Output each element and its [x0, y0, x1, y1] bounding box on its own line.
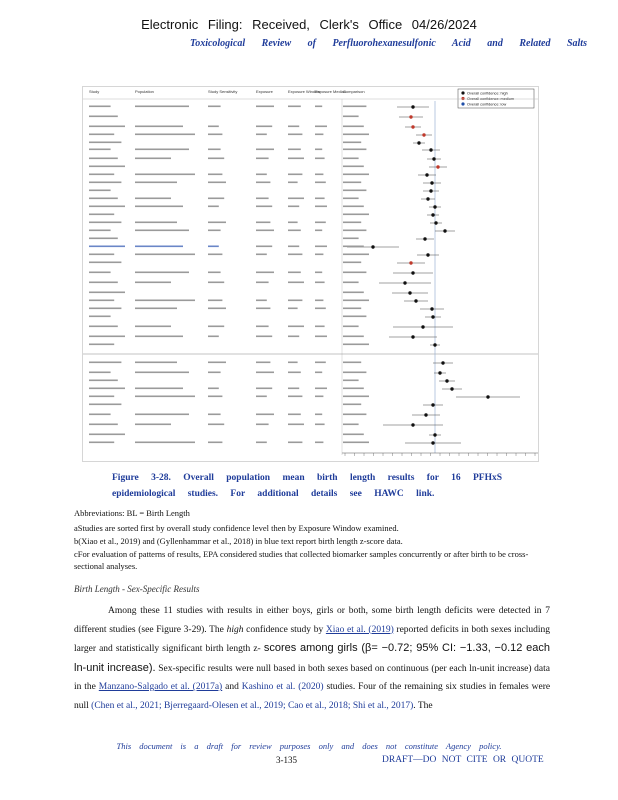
point-estimate: [411, 125, 414, 128]
table-cell-placeholder: [288, 282, 304, 284]
point-estimate: [430, 307, 433, 310]
forest-plot-svg: [83, 87, 538, 461]
table-cell-placeholder: [343, 434, 364, 436]
table-cell-placeholder: [343, 166, 364, 168]
point-estimate: [426, 253, 429, 256]
table-cell-placeholder: [288, 206, 299, 208]
table-cell-placeholder: [89, 380, 118, 382]
table-cell-placeholder: [288, 372, 301, 374]
table-cell-placeholder: [208, 126, 219, 128]
table-cell-placeholder: [343, 222, 361, 224]
table-cell-placeholder: [315, 230, 322, 232]
table-cell-placeholder: [256, 300, 267, 302]
table-cell-placeholder: [288, 442, 302, 444]
point-estimate: [417, 141, 420, 144]
body-text-high: high: [226, 624, 244, 635]
table-cell-placeholder: [256, 246, 272, 248]
legend-marker-low: [461, 102, 464, 105]
table-cell-placeholder: [208, 326, 224, 328]
table-cell-placeholder: [315, 198, 325, 200]
table-cell-placeholder: [315, 396, 323, 398]
table-cell-placeholder: [288, 362, 298, 364]
table-cell-placeholder: [343, 158, 359, 160]
table-cell-placeholder: [315, 174, 323, 176]
point-estimate: [409, 115, 412, 118]
body-text-3: confidence study by: [246, 624, 324, 635]
table-cell-placeholder: [343, 372, 366, 374]
col-header-exposure: Exposure: [256, 89, 273, 94]
table-cell-placeholder: [89, 336, 125, 338]
draft-disclaimer: This document is a draft for review purposes only and does not constitute Agency policy.: [116, 741, 502, 751]
table-cell-placeholder: [208, 362, 226, 364]
point-estimate: [421, 325, 424, 328]
table-cell-placeholder: [89, 198, 118, 200]
point-estimate: [403, 281, 406, 284]
electronic-filing-header: Electronic Filing: Received, Clerk's Office 04/26/2024: [141, 17, 477, 32]
point-estimate: [371, 245, 374, 248]
point-estimate: [411, 105, 414, 108]
table-cell-placeholder: [135, 230, 189, 232]
table-cell-placeholder: [135, 388, 183, 390]
table-cell-placeholder: [256, 282, 269, 284]
table-cell-placeholder: [208, 254, 222, 256]
footnote-a: aStudies are sorted first by overall study confidence level then by Exposure Window examined.: [74, 523, 399, 533]
table-cell-placeholder: [343, 362, 361, 364]
table-cell-placeholder: [343, 414, 366, 416]
point-estimate: [430, 181, 433, 184]
point-estimate: [429, 189, 432, 192]
table-cell-placeholder: [208, 396, 222, 398]
table-cell-placeholder: [343, 206, 364, 208]
table-cell-placeholder: [208, 182, 226, 184]
table-cell-placeholder: [256, 158, 269, 160]
table-cell-placeholder: [288, 158, 304, 160]
legend-marker-medium: [461, 97, 464, 100]
body-text-6: Sex-specific results were null based in both sexes based on continuous (per each ln-unit increase) data in the: [74, 663, 550, 692]
table-cell-placeholder: [288, 272, 301, 274]
table-cell-placeholder: [315, 206, 327, 208]
point-estimate: [414, 299, 417, 302]
table-cell-placeholder: [343, 174, 369, 176]
table-cell-placeholder: [208, 424, 224, 426]
point-estimate: [431, 403, 434, 406]
table-cell-placeholder: [315, 362, 326, 364]
point-estimate: [423, 237, 426, 240]
table-cell-placeholder: [135, 396, 195, 398]
table-cell-placeholder: [135, 326, 171, 328]
point-estimate: [441, 361, 444, 364]
table-cell-placeholder: [343, 214, 369, 216]
legend-label-high: Overall confidence: high: [467, 91, 508, 96]
body-text-1: Among these 11 studies with results in either boys, girls or both, some birth length deficits were detected in 7 different studies: [74, 606, 550, 635]
point-estimate: [426, 197, 429, 200]
table-cell-placeholder: [288, 106, 301, 108]
table-cell-placeholder: [343, 336, 364, 338]
table-cell-placeholder: [288, 336, 299, 338]
table-cell-placeholder: [89, 106, 111, 108]
table-cell-placeholder: [208, 372, 221, 374]
table-cell-placeholder: [208, 388, 219, 390]
footnote-c: cFor evaluation of patterns of results, EPA considered studies that collected biomarker samples concurrently or after birth to be cross-sectional analyses.: [74, 549, 529, 571]
table-cell-placeholder: [89, 308, 121, 310]
table-cell-placeholder: [288, 308, 298, 310]
point-estimate: [411, 335, 414, 338]
table-cell-placeholder: [208, 282, 224, 284]
table-cell-placeholder: [208, 198, 224, 200]
table-cell-placeholder: [315, 424, 325, 426]
table-cell-placeholder: [89, 442, 114, 444]
table-cell-placeholder: [208, 246, 219, 248]
table-cell-placeholder: [343, 254, 369, 256]
table-cell-placeholder: [315, 246, 327, 248]
table-cell-placeholder: [315, 149, 322, 151]
table-cell-placeholder: [135, 149, 189, 151]
table-cell-placeholder: [89, 166, 125, 168]
point-estimate: [429, 148, 432, 151]
point-estimate: [433, 433, 436, 436]
table-cell-placeholder: [343, 344, 369, 346]
table-cell-placeholder: [256, 396, 267, 398]
running-title: Toxicological Review of Perfluorohexanesulfonic Acid and Related Salts: [190, 38, 587, 49]
table-cell-placeholder: [135, 442, 195, 444]
table-cell-placeholder: [208, 414, 221, 416]
table-cell-placeholder: [89, 149, 111, 151]
table-cell-placeholder: [343, 388, 364, 390]
body-text-5: scores among girls (β= −0.72; 95% CI: −1.33, −0.12 each ln-unit increase).: [74, 642, 551, 674]
body-text-9: . The: [413, 700, 433, 711]
table-cell-placeholder: [135, 372, 189, 374]
table-cell-placeholder: [208, 206, 219, 208]
table-cell-placeholder: [315, 388, 327, 390]
point-estimate: [425, 173, 428, 176]
table-cell-placeholder: [256, 272, 274, 274]
point-estimate: [431, 441, 434, 444]
point-estimate: [445, 379, 448, 382]
table-cell-placeholder: [343, 380, 359, 382]
table-cell-placeholder: [288, 414, 301, 416]
table-cell-placeholder: [343, 230, 366, 232]
table-cell-placeholder: [288, 424, 304, 426]
col-header-population: Population: [135, 89, 154, 94]
draft-notice: DRAFT—DO NOT CITE OR QUOTE: [382, 755, 544, 765]
table-cell-placeholder: [89, 142, 121, 144]
table-cell-placeholder: [256, 308, 270, 310]
table-cell-placeholder: [288, 222, 298, 224]
table-cell-placeholder: [89, 158, 118, 160]
table-cell-placeholder: [315, 282, 325, 284]
table-cell-placeholder: [343, 292, 364, 294]
ref-link-kashino[interactable]: Kashino et al. (2020): [241, 682, 324, 692]
table-cell-placeholder: [135, 282, 171, 284]
point-estimate: [433, 343, 436, 346]
table-cell-placeholder: [343, 316, 366, 318]
table-cell-placeholder: [256, 198, 269, 200]
point-estimate: [424, 413, 427, 416]
table-cell-placeholder: [315, 372, 322, 374]
table-cell-placeholder: [343, 142, 361, 144]
table-cell-placeholder: [89, 396, 114, 398]
point-estimate: [411, 423, 414, 426]
table-cell-placeholder: [89, 282, 118, 284]
table-cell-placeholder: [315, 442, 323, 444]
table-cell-placeholder: [256, 182, 270, 184]
table-cell-placeholder: [288, 254, 302, 256]
table-cell-placeholder: [343, 262, 361, 264]
table-cell-placeholder: [256, 372, 274, 374]
table-cell-placeholder: [135, 126, 183, 128]
body-text-2: (see Figure 3-29). The: [138, 624, 224, 635]
table-cell-placeholder: [343, 326, 359, 328]
table-cell-placeholder: [288, 388, 299, 390]
table-cell-placeholder: [315, 126, 327, 128]
table-cell-placeholder: [288, 300, 302, 302]
body-text-7: and: [225, 682, 239, 692]
table-cell-placeholder: [135, 424, 171, 426]
table-cell-placeholder: [89, 254, 114, 256]
table-cell-placeholder: [315, 106, 322, 108]
table-cell-placeholder: [208, 149, 221, 151]
table-cell-placeholder: [135, 308, 177, 310]
table-cell-placeholder: [89, 238, 118, 240]
table-cell-placeholder: [208, 272, 221, 274]
table-cell-placeholder: [343, 442, 369, 444]
table-cell-placeholder: [288, 174, 302, 176]
table-cell-placeholder: [135, 254, 195, 256]
table-cell-placeholder: [135, 134, 195, 136]
point-estimate: [450, 387, 453, 390]
ref-link-list[interactable]: (Chen et al., 2021; Bjerregaard-Olesen et al., 2019; Cao et al., 2018; Shi et al., 2017): [91, 700, 414, 711]
ref-link-xiao[interactable]: Xiao et al. (2019): [325, 624, 394, 635]
table-cell-placeholder: [135, 336, 183, 338]
table-cell-placeholder: [343, 190, 366, 192]
table-cell-placeholder: [288, 149, 301, 151]
table-cell-placeholder: [89, 126, 125, 128]
table-cell-placeholder: [315, 222, 326, 224]
table-cell-placeholder: [89, 388, 125, 390]
table-cell-placeholder: [89, 300, 114, 302]
table-cell-placeholder: [89, 182, 121, 184]
table-cell-placeholder: [135, 300, 195, 302]
point-estimate: [443, 229, 446, 232]
table-cell-placeholder: [343, 282, 359, 284]
section-heading: Birth Length - Sex-Specific Results: [74, 584, 200, 594]
table-cell-placeholder: [343, 106, 366, 108]
table-cell-placeholder: [288, 326, 304, 328]
point-estimate: [422, 133, 425, 136]
table-cell-placeholder: [89, 326, 118, 328]
col-header-comparison: Comparison: [343, 89, 365, 94]
table-cell-placeholder: [315, 272, 322, 274]
table-cell-placeholder: [135, 246, 183, 248]
table-cell-placeholder: [208, 230, 221, 232]
point-estimate: [436, 165, 439, 168]
point-estimate: [431, 213, 434, 216]
table-cell-placeholder: [288, 198, 304, 200]
table-cell-placeholder: [256, 388, 272, 390]
point-estimate: [431, 315, 434, 318]
table-cell-placeholder: [315, 182, 326, 184]
footnote-b: b(Xiao et al., 2019) and (Gyllenhammar et al., 2018) in blue text report birth length z-score data.: [74, 536, 403, 546]
point-estimate: [432, 157, 435, 160]
table-cell-placeholder: [89, 292, 125, 294]
table-cell-placeholder: [256, 134, 267, 136]
table-cell-placeholder: [208, 106, 221, 108]
table-cell-placeholder: [256, 174, 267, 176]
table-cell-placeholder: [256, 326, 269, 328]
table-cell-placeholder: [343, 246, 364, 248]
table-cell-placeholder: [315, 326, 325, 328]
table-cell-placeholder: [89, 116, 118, 118]
table-cell-placeholder: [89, 404, 121, 406]
table-cell-placeholder: [135, 198, 171, 200]
table-cell-placeholder: [288, 182, 298, 184]
table-cell-placeholder: [89, 434, 125, 436]
table-cell-placeholder: [343, 404, 361, 406]
table-cell-placeholder: [256, 362, 270, 364]
body-text-4: reported deficits in both sexes including larger and statistically significant birth length z-: [74, 624, 551, 654]
table-cell-placeholder: [89, 134, 114, 136]
ref-link-manzano[interactable]: Manzano-Salgado et al. (2017a): [98, 682, 223, 692]
table-cell-placeholder: [89, 316, 111, 318]
col-header-median: Exposure Median: [315, 89, 347, 94]
figure-caption: Figure 3-28. Overall population mean birth length results for 16 PFHxS epidemiological studies. For additional details see HAWC link.: [112, 473, 503, 499]
table-cell-placeholder: [288, 246, 299, 248]
table-cell-placeholder: [89, 206, 125, 208]
point-estimate: [411, 271, 414, 274]
point-estimate: [409, 261, 412, 264]
col-header-window: Exposure Window: [288, 89, 321, 94]
table-cell-placeholder: [256, 414, 274, 416]
table-cell-placeholder: [343, 424, 359, 426]
table-cell-placeholder: [315, 300, 323, 302]
table-cell-placeholder: [256, 442, 267, 444]
table-cell-placeholder: [89, 230, 111, 232]
table-cell-placeholder: [343, 126, 364, 128]
point-estimate: [408, 291, 411, 294]
table-cell-placeholder: [208, 308, 226, 310]
col-header-study: Study: [89, 89, 100, 94]
table-cell-placeholder: [343, 134, 369, 136]
table-cell-placeholder: [89, 344, 114, 346]
table-cell-placeholder: [256, 149, 274, 151]
table-cell-placeholder: [256, 230, 274, 232]
table-cell-placeholder: [315, 158, 325, 160]
table-cell-placeholder: [89, 174, 114, 176]
table-cell-placeholder: [256, 254, 267, 256]
table-cell-placeholder: [135, 206, 183, 208]
table-cell-placeholder: [256, 336, 272, 338]
footnote-abbreviations: Abbreviations: BL = Birth Length: [74, 508, 190, 518]
point-estimate: [433, 205, 436, 208]
table-cell-placeholder: [135, 158, 171, 160]
body-text-8: studies. Four of the remaining six studies in females were null: [74, 682, 551, 711]
table-cell-placeholder: [288, 396, 302, 398]
table-cell-placeholder: [135, 182, 177, 184]
table-cell-placeholder: [89, 362, 121, 364]
table-cell-placeholder: [343, 238, 359, 240]
table-cell-placeholder: [343, 116, 359, 118]
table-cell-placeholder: [343, 308, 361, 310]
table-cell-placeholder: [89, 246, 125, 248]
table-cell-placeholder: [288, 126, 299, 128]
table-cell-placeholder: [89, 222, 121, 224]
table-cell-placeholder: [343, 149, 366, 151]
table-cell-placeholder: [208, 336, 219, 338]
table-cell-placeholder: [315, 336, 327, 338]
legend-marker-high: [461, 91, 464, 94]
table-cell-placeholder: [256, 126, 272, 128]
point-estimate: [434, 221, 437, 224]
table-cell-placeholder: [208, 158, 224, 160]
point-estimate: [486, 395, 489, 398]
table-cell-placeholder: [89, 214, 114, 216]
table-cell-placeholder: [135, 414, 189, 416]
table-cell-placeholder: [256, 424, 269, 426]
figure-legend: [458, 89, 534, 108]
table-cell-placeholder: [89, 262, 121, 264]
table-cell-placeholder: [343, 182, 361, 184]
legend-label-low: Overall confidence: low: [467, 102, 507, 107]
table-cell-placeholder: [89, 372, 111, 374]
table-cell-placeholder: [135, 272, 189, 274]
table-cell-placeholder: [135, 362, 177, 364]
table-cell-placeholder: [89, 190, 111, 192]
table-cell-placeholder: [315, 254, 323, 256]
table-cell-placeholder: [315, 414, 322, 416]
table-cell-placeholder: [135, 106, 189, 108]
table-cell-placeholder: [315, 308, 326, 310]
point-estimate: [438, 371, 441, 374]
table-cell-placeholder: [256, 106, 274, 108]
col-header-sensitivity: Study Sensitivity: [208, 89, 238, 94]
legend-label-medium: Overall confidence: medium: [467, 97, 515, 101]
table-cell-placeholder: [343, 198, 359, 200]
table-cell-placeholder: [89, 272, 111, 274]
table-cell-placeholder: [288, 134, 302, 136]
table-cell-placeholder: [208, 442, 222, 444]
table-cell-placeholder: [343, 272, 366, 274]
forest-plot-figure: [82, 86, 539, 462]
table-cell-placeholder: [208, 222, 226, 224]
table-cell-placeholder: [208, 174, 222, 176]
table-cell-placeholder: [256, 206, 272, 208]
table-cell-placeholder: [89, 424, 118, 426]
table-cell-placeholder: [315, 134, 323, 136]
body-paragraph: [74, 602, 550, 715]
table-cell-placeholder: [208, 134, 222, 136]
table-cell-placeholder: [135, 174, 195, 176]
page-number: 3-135: [276, 755, 297, 765]
table-cell-placeholder: [135, 222, 177, 224]
table-cell-placeholder: [288, 230, 301, 232]
table-cell-placeholder: [343, 396, 369, 398]
table-cell-placeholder: [208, 300, 222, 302]
table-cell-placeholder: [256, 222, 270, 224]
table-cell-placeholder: [343, 300, 369, 302]
table-cell-placeholder: [89, 414, 111, 416]
